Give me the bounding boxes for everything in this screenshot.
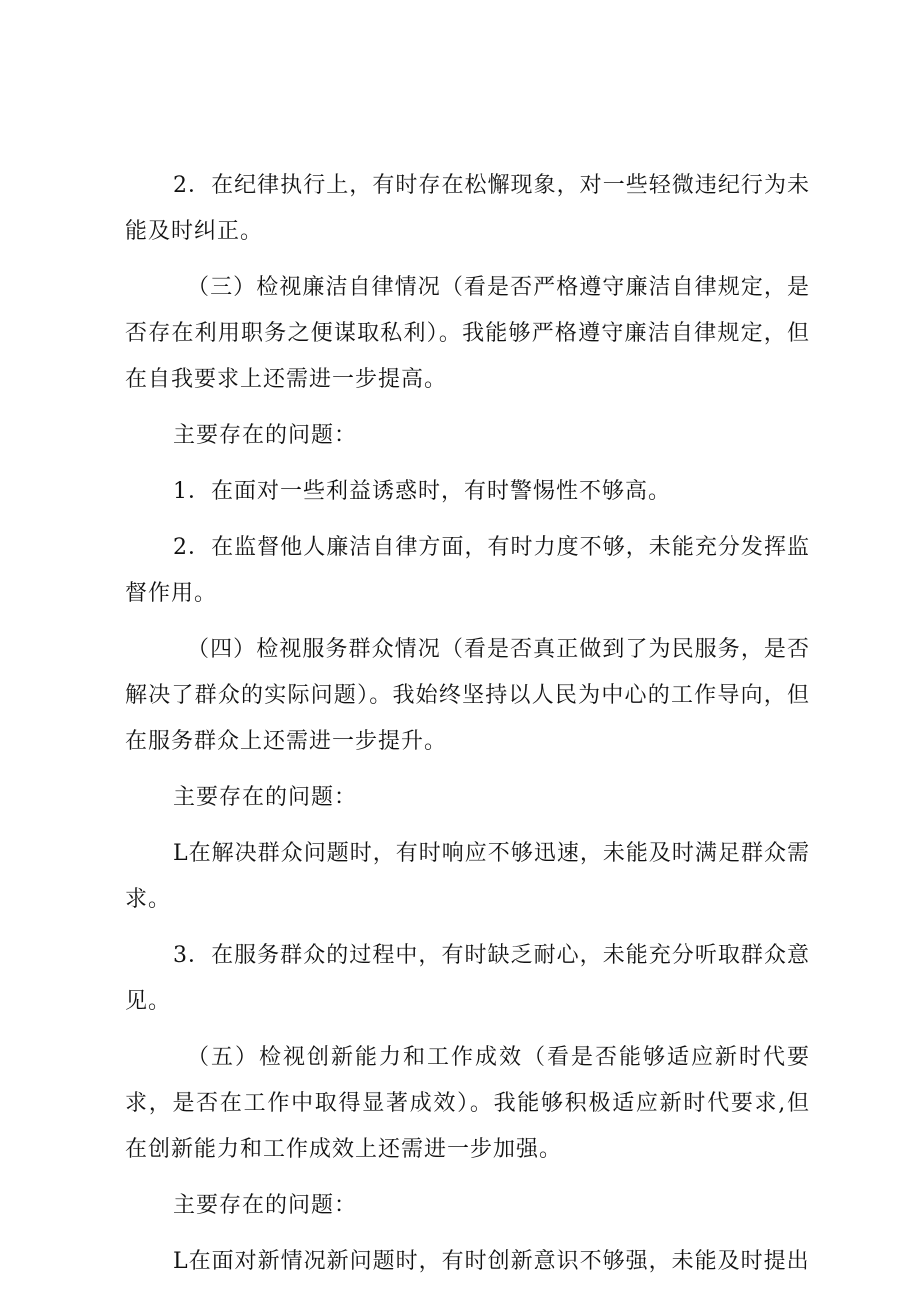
list-item-integrity-1: 1．在面对一些利益诱惑时，有时警惕性不够高。	[173, 479, 671, 504]
document-body	[125, 163, 810, 1295]
section-heading-integrity: （三）检视廉洁自律情况（看是否严格遵守廉洁自律规定，是否存在利用职务之便谋取私利）。我能够严格遵守廉洁自律规定，但在自我要求上还需进一步提高。	[125, 275, 810, 392]
list-item-service-1: L在解决群众问题时，有时响应不够迅速，未能及时满足群众需求。	[125, 841, 810, 912]
list-item-service-3: 3．在服务群众的过程中，有时缺乏耐心，未能充分听取群众意见。	[125, 943, 810, 1014]
list-item-innovation-1: L在面对新情况新问题时，有时创新意识不够强，未能及时提出	[173, 1249, 810, 1274]
list-item-integrity-2: 2．在监督他人廉洁自律方面，有时力度不够，未能充分发挥监督作用。	[125, 535, 810, 606]
section-heading-innovation: （五）检视创新能力和工作成效（看是否能够适应新时代要求，是否在工作中取得显著成效）。我能够积极适应新时代要求,但在创新能力和工作成效上还需进一步加强。	[125, 1045, 810, 1162]
section-heading-service: （四）检视服务群众情况（看是否真正做到了为民服务，是否解决了群众的实际问题）。我始终坚持以人民为中心的工作导向，但在服务群众上还需进一步提升。	[125, 637, 810, 754]
list-item-discipline-2: 2．在纪律执行上，有时存在松懈现象，对一些轻微违纪行为未能及时纠正。	[125, 173, 810, 244]
problems-label: 主要存在的问题：	[173, 1193, 358, 1218]
problems-label: 主要存在的问题：	[173, 423, 358, 448]
problems-label: 主要存在的问题：	[173, 785, 358, 810]
